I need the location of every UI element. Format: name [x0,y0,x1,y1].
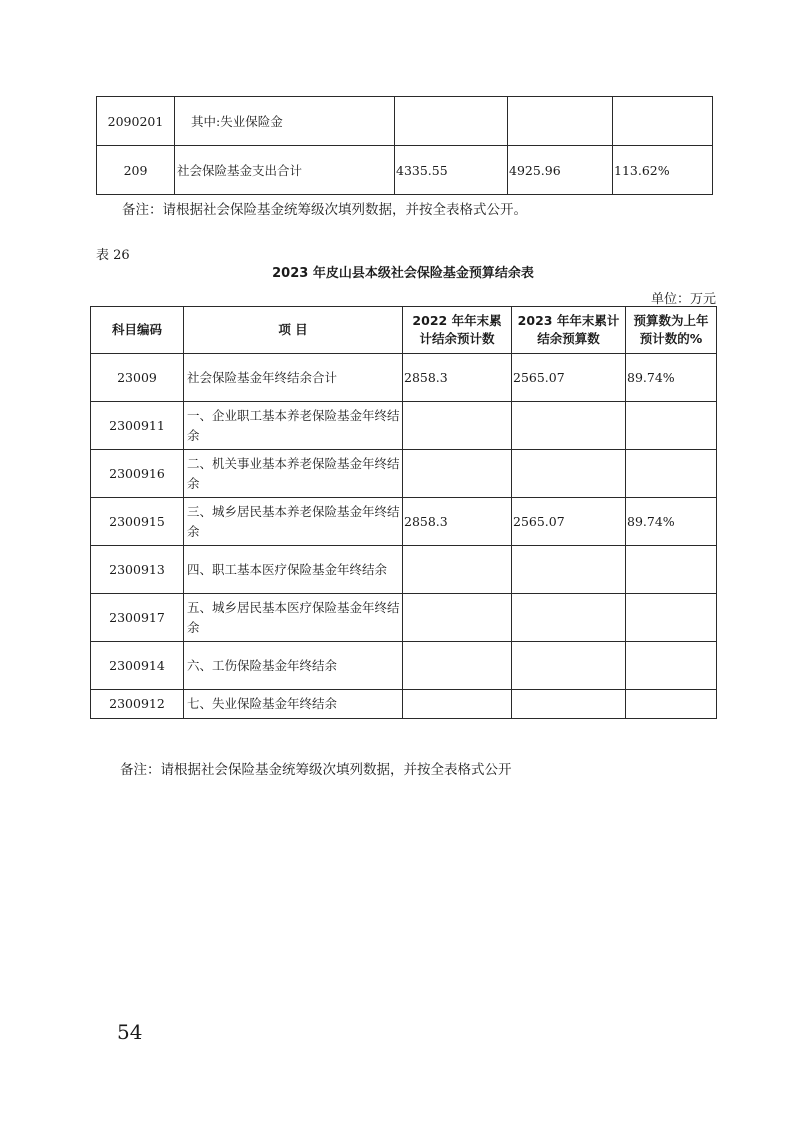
percent [626,450,717,498]
value-2022 [403,546,512,594]
value-2022 [403,690,512,719]
value-2022 [395,97,508,146]
value-2022: 2858.3 [403,498,512,546]
value-2023 [512,594,626,642]
balance-table [90,306,717,719]
item-name: 五、城乡居民基本医疗保险基金年终结余 [184,594,403,642]
percent: 89.74% [626,354,717,402]
table-note: 备注：请根据社会保险基金统筹级次填列数据，并按全表格式公开 [120,762,512,778]
value-2022 [403,642,512,690]
subject-code: 2090201 [97,97,175,146]
value-2023 [512,642,626,690]
value-2022 [403,402,512,450]
subject-code: 2300914 [91,642,184,690]
header-2022: 2022 年年末累计结余预计数 [403,307,512,354]
item-name: 四、职工基本医疗保险基金年终结余 [184,546,403,594]
value-2022: 4335.55 [395,146,508,195]
subject-code: 2300913 [91,546,184,594]
table-title: 2023 年皮山县本级社会保险基金预算结余表 [272,266,534,281]
header-row [91,307,717,354]
percent [626,642,717,690]
value-2023 [512,402,626,450]
subject-code: 2300912 [91,690,184,719]
table-row [97,97,713,146]
value-2022: 2858.3 [403,354,512,402]
value-2023 [512,450,626,498]
table-row [91,450,717,498]
subject-code: 2300911 [91,402,184,450]
subject-code: 23009 [91,354,184,402]
expenditure-table-tail [96,96,713,195]
value-2023 [512,690,626,719]
header-code: 科目编码 [91,307,184,354]
percent: 113.62% [613,146,713,195]
percent [613,97,713,146]
table-label: 表 26 [96,248,130,263]
subject-code: 209 [97,146,175,195]
item-name: 二、机关事业基本养老保险基金年终结余 [184,450,403,498]
header-percent: 预算数为上年预计数的% [626,307,717,354]
table-row [91,594,717,642]
header-2023: 2023 年年末累计结余预算数 [512,307,626,354]
table-row [91,354,717,402]
value-2023: 2565.07 [512,498,626,546]
table-row [91,498,717,546]
table-row [91,546,717,594]
table-note: 备注：请根据社会保险基金统筹级次填列数据，并按全表格式公开。 [122,202,527,218]
item-name: 一、企业职工基本养老保险基金年终结余 [184,402,403,450]
value-2022 [403,594,512,642]
percent: 89.74% [626,498,717,546]
percent [626,546,717,594]
value-2022 [403,450,512,498]
unit-label: 单位：万元 [650,292,716,307]
value-2023: 4925.96 [508,146,613,195]
subject-code: 2300916 [91,450,184,498]
item-name: 其中:失业保险金 [175,97,395,146]
item-name: 社会保险基金年终结余合计 [184,354,403,402]
percent [626,402,717,450]
table-row [91,402,717,450]
subject-code: 2300915 [91,498,184,546]
item-name: 六、工伤保险基金年终结余 [184,642,403,690]
subject-code: 2300917 [91,594,184,642]
value-2023 [508,97,613,146]
value-2023: 2565.07 [512,354,626,402]
table-row [91,690,717,719]
header-item: 项 目 [184,307,403,354]
percent [626,594,717,642]
value-2023 [512,546,626,594]
table-row [97,146,713,195]
percent [626,690,717,719]
item-name: 七、失业保险基金年终结余 [184,690,403,719]
item-name: 社会保险基金支出合计 [175,146,395,195]
table-row [91,642,717,690]
item-name: 三、城乡居民基本养老保险基金年终结余 [184,498,403,546]
page-number: 54 [117,1020,143,1044]
